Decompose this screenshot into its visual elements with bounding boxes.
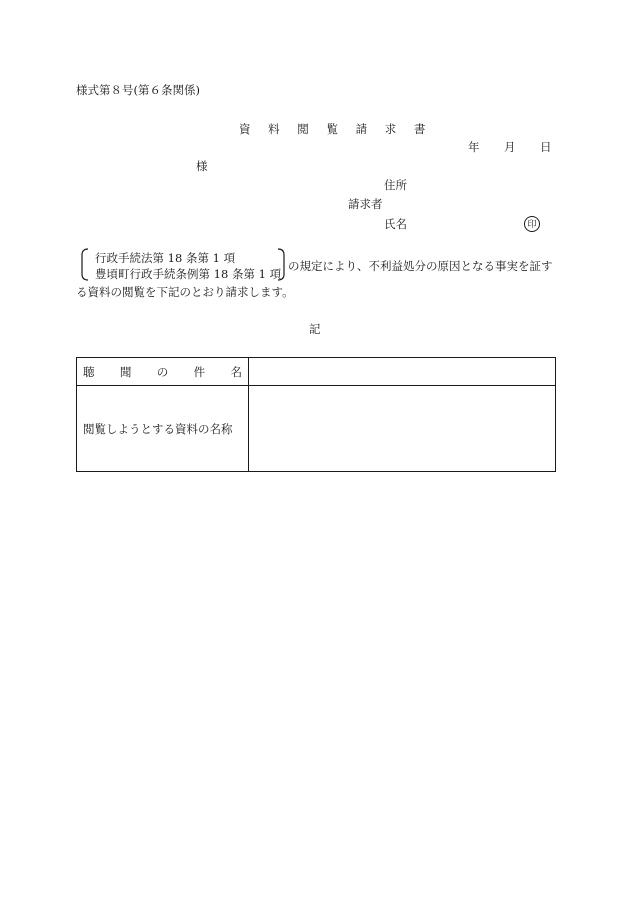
label-char: 名 (230, 364, 242, 379)
body-text-line-2: る資料の閲覧を下記のとおり請求します。 (76, 285, 294, 299)
label-char: 件 (193, 364, 206, 379)
hearing-case-value[interactable] (249, 358, 556, 386)
table-row (77, 386, 556, 472)
addressee-suffix: 様 (196, 159, 208, 173)
document-title: 資 料 閲 覧 請 求 書 (239, 122, 433, 136)
law-reference-group (79, 248, 287, 280)
address-label: 住所 (384, 178, 407, 192)
name-label: 氏名 (384, 217, 407, 231)
requester-label: 請求者 (348, 197, 383, 211)
date-month-label: 月 (504, 140, 516, 154)
label-char: の (156, 364, 169, 379)
body-text-line-1: の規定により、不利益処分の原因となる事実を証す (288, 259, 553, 273)
document-name-label: 閲覧しようとする資料の名称 (77, 386, 249, 472)
request-table (76, 357, 556, 472)
form-number: 様式第８号(第６条関係) (76, 83, 200, 97)
seal-mark: 印 (524, 216, 540, 232)
document-name-value[interactable] (249, 386, 556, 472)
table-row (77, 358, 556, 386)
law-option-1: 行政手続法第 18 条第 1 項 (95, 251, 236, 265)
ki-heading: 記 (309, 322, 321, 336)
label-char: 聞 (119, 364, 132, 379)
label-char: 聴 (83, 364, 95, 379)
date-year-label: 年 (468, 140, 480, 154)
date-day-label: 日 (540, 140, 552, 154)
law-option-2: 豊頃町行政手続条例第 18 条第 1 項 (95, 267, 282, 281)
hearing-case-label (77, 358, 249, 386)
